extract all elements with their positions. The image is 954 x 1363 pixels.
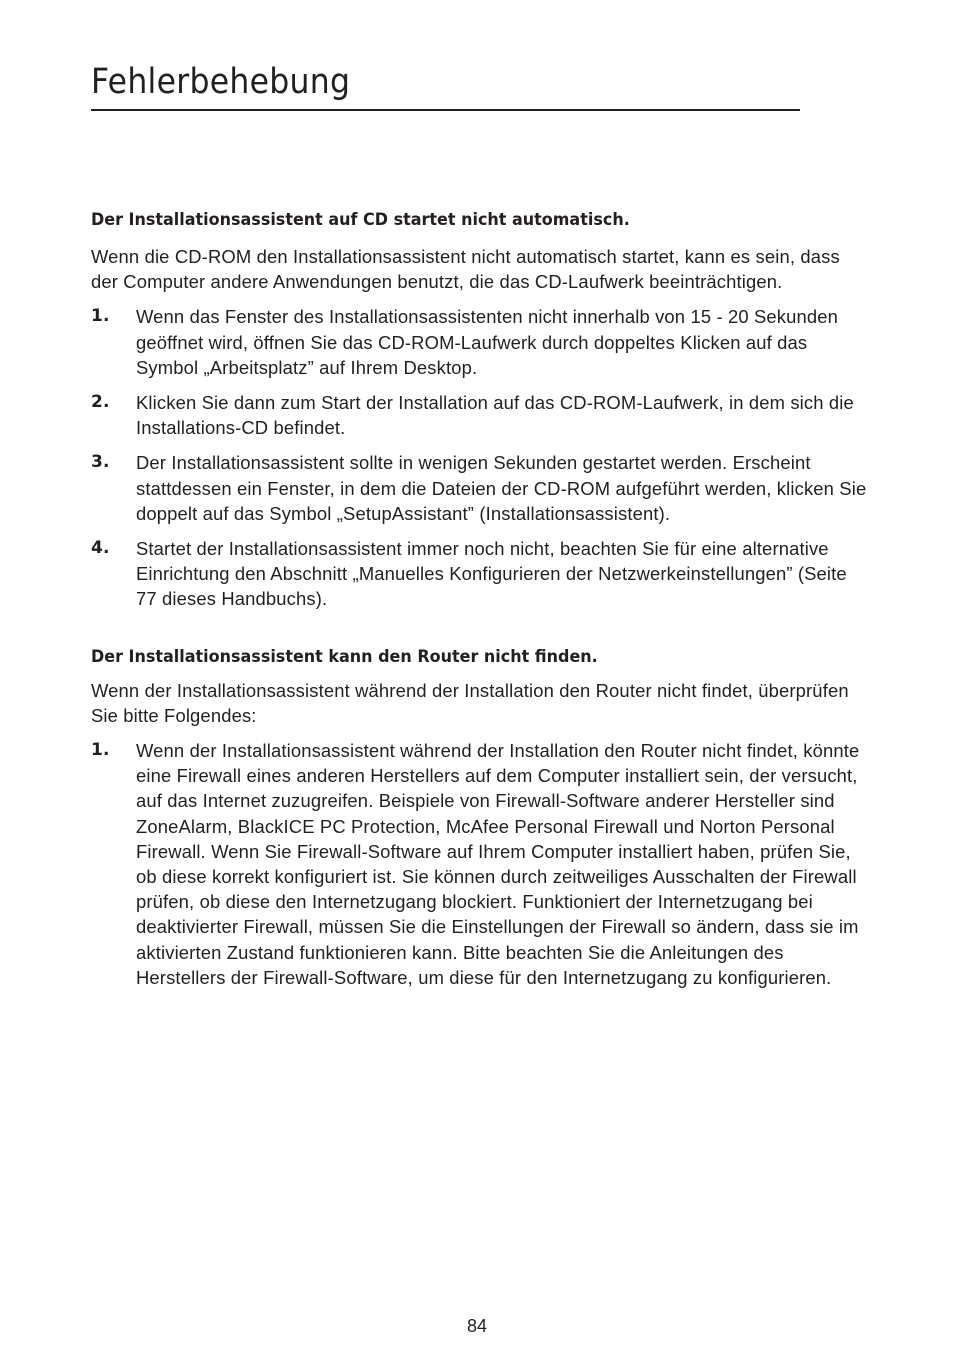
list-item [91,390,871,440]
page-content [91,207,871,990]
step-number: 4. [91,538,110,559]
section-intro: Wenn der Installationsassistent während der Installation den Router nicht findet, überprüfen Sie bitte Folgendes: [91,679,849,726]
step-text: Startet der Installationsassistent immer noch nicht, beachten Sie für eine alternative Einrichtung den Abschnitt „Manuelles Konfigurieren der Netzwerkeinstellungen” (Seite 77 dieses Handbuchs). [136,538,847,610]
step-text: Wenn der Installationsassistent während der Installation den Router nicht findet, könnte eine Firewall eines anderen Herstellers auf dem Computer installiert sein, der versucht, auf das Internet zuzugreifen. Beispiele von Firewall-Software anderer Hersteller sind ZoneAlarm, BlackICE PC Protection, McAfee Personal Firewall und Norton Personal Firewall. Wenn Sie Firewall-Software auf Ihrem Computer installiert haben, prüfen Sie, ob diese korrekt konfiguriert ist. Sie können durch zeitweiliges Ausschalten der Firewall prüfen, ob diese den Internetzugang blockiert. Funktioniert der Internetzugang bei deaktivierter Firewall, müssen Sie die Einstellungen der Firewall so ändern, dass sie im aktivierten Zustand funktionieren kann. Bitte beachten Sie die Anleitungen des Herstellers der Firewall-Software, um diese für den Internetzugang zu konfigurieren. [136,740,860,988]
title-divider [91,109,800,111]
step-text: Wenn das Fenster des Installationsassistenten nicht innerhalb von 15 - 20 Sekunden geöffnet wird, öffnen Sie das CD-ROM-Laufwerk durch doppeltes Klicken auf das Symbol „Arbeitsplatz” auf Ihrem Desktop. [136,306,839,378]
list-item [91,738,871,990]
page-number: 84 [466,1316,488,1336]
section-heading: Der Installationsassistent kann den Router nicht finden. [91,646,598,667]
steps-list [91,738,871,990]
section-router-not-found [91,644,871,990]
step-number: 3. [91,452,110,473]
section-cd-autostart [91,207,871,612]
list-item [91,536,871,612]
step-number: 1. [91,740,110,761]
section-heading: Der Installationsassistent auf CD startet nicht automatisch. [91,210,630,230]
page-title: Fehlerbehebung [91,62,351,102]
list-item [91,450,871,526]
step-number: 2. [91,392,110,413]
step-number: 1. [91,306,110,327]
section-intro: Wenn die CD-ROM den Installationsassistent nicht automatisch startet, kann es sein, dass der Computer andere Anwendungen benutzt, die das CD-Laufwerk beeinträchtigen. [91,246,840,293]
step-text: Der Installationsassistent sollte in wenigen Sekunden gestartet werden. Erscheint stattdessen ein Fenster, in dem die Dateien der CD-ROM aufgeführt werden, klicken Sie doppelt auf das Symbol „SetupAssistant” (Installationsassistent). [136,452,867,524]
list-item [91,304,871,380]
steps-list [91,304,871,611]
step-text: Klicken Sie dann zum Start der Installation auf das CD-ROM-Laufwerk, in dem sich die Installations-CD befindet. [136,392,854,439]
